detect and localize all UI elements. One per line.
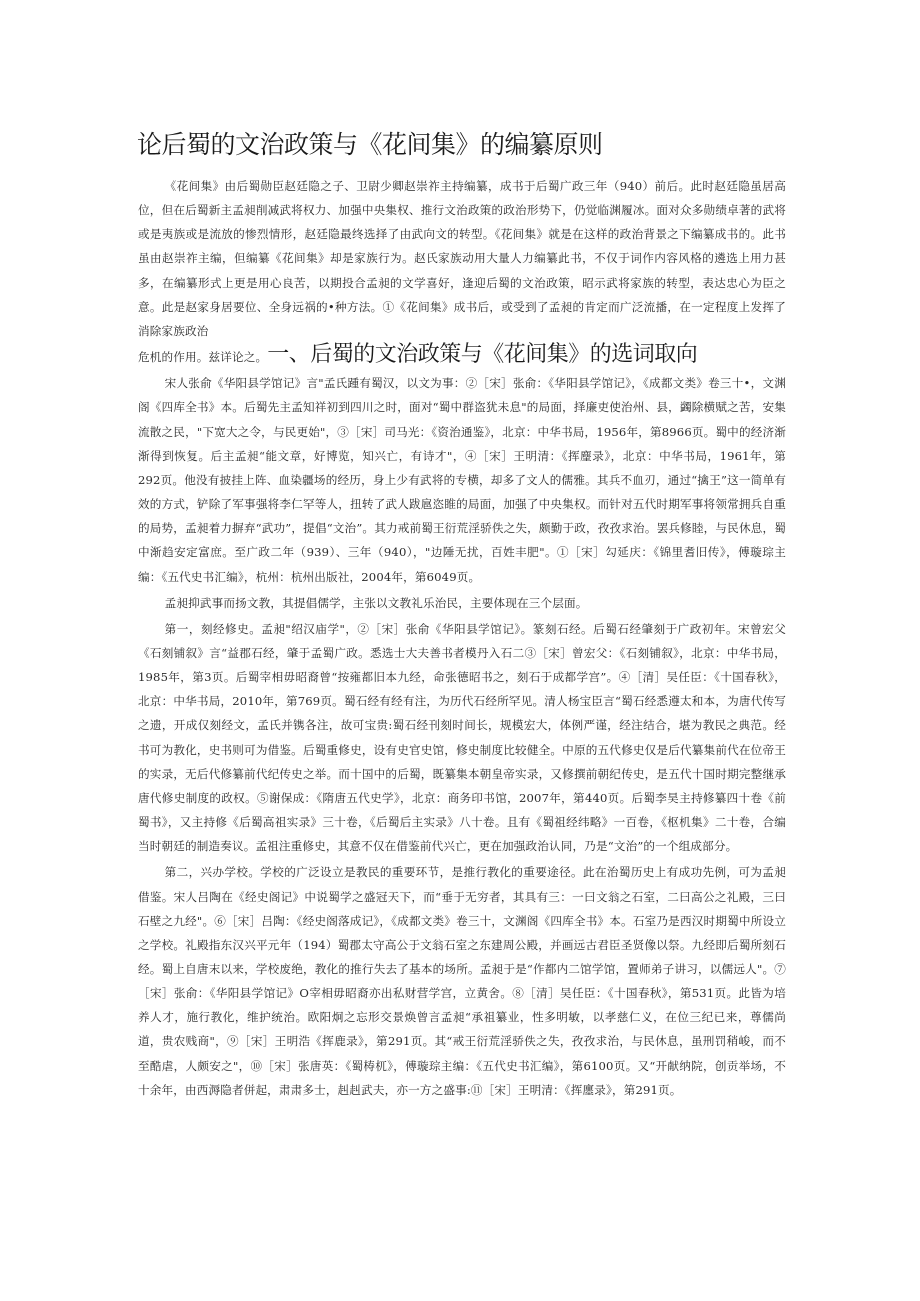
document-body [138, 174, 786, 1102]
document-title: 论后蜀的文治政策与《花间集》的编纂原则 [137, 130, 603, 159]
intro-text: 《花间集》由后蜀勋臣赵廷隐之子、卫尉少卿赵崇祚主持编纂，成书于后蜀广政三年（940）前后。此时赵廷隐虽居高位，但在后蜀新主孟昶削减武将权力、加强中央集权、推行文治政策的政治形势下，仍觉临渊履冰。面对众多勋绩卓著的武将或是夷族或是流放的惨烈情形，赵廷隐最终选择了由武向文的转型。《花间集》就是在这样的政治背景之下编纂成书的。此书虽由赵崇祚主编，但编纂《花间集》却是家族行为。赵氏家族动用大量人力编纂此书，不仅于词作内容风格的遴选上用力甚多，在编纂形式上更是用心良苦，以期投合孟昶的文学喜好，逢迎后蜀的文治政策，昭示武将家族的转型，表达忠心为臣之意。此是赵家身居要位、全身远祸的•种方法。①《花间集》成书后，或受到了孟昶的肯定而广泛流播，在一定程度上发挥了消除家族政治 [138, 179, 786, 338]
body-paragraph-2: 孟昶抑武事而扬文教，其提倡儒学，主张以文教礼乐治民，主要体现在三个层面。 [164, 595, 588, 610]
intro-paragraph [138, 174, 786, 369]
body-paragraph-1: 宋人张俞《华阳县学馆记》言"孟氏踵有蜀汉，以文为事：②［宋］张俞：《华阳县学馆记》，《成都文类》卷三十•，文渊阁《四库全书》本。后蜀先主孟知祥初到四川之时，面对“蜀中群盗犹未息"的局面，择廉吏使治州、县，蠲除横赋之苦，安集流散之民，"下宽大之令，与民更始"，③［宋］司马光：《资治通鉴》，北京：中华书局，1956年，第8966页。蜀中的经济渐渐得到恢复。后主孟昶“能文章，好博览，知兴亡，有诗才"，④［宋］王明清：《挥麈录》，北京：中华书局，1961年，第292页。他没有披挂上阵、血染疆场的经历，身上少有武将的专横，却多了文人的儒雅。其兵不血刃，通过“擒王”这一简单有效的方式，铲除了军事强将李仁罕等人，扭转了武人跋扈恣睢的局面，加强了中央集权。而针对五代时期军事将领常拥兵自重的局势，孟昶着力摒弃“武功”，提倡“文治”。其力戒前蜀王衍荒淫骄佚之失，颇勤于政，孜孜求治。罢兵修睦，与民休息，蜀中渐趋安定富庶。至广政二年（939）、三年（940），"边陲无扰，百姓丰肥"。①［宋］勾延庆：《锦里耆旧传》，傅璇琮主编：《五代史书汇编》，杭州：杭州出版社，2004年，第6049页。 [138, 376, 786, 584]
section-heading: 一、后蜀的文治政策与《花间集》的选词取向 [267, 342, 698, 368]
intro-text-end: 危机的作用。兹详论之。 [138, 350, 268, 365]
body-paragraph-3: 第一，刻经修史。孟昶"绍汉庙学"，②［宋］张俞《华阳县学馆记》。篆刻石经。后蜀石经肇刻于广政初年。宋曾宏父《石刻铺叙》言“益郡石经，肇于孟蜀广政。悉选士大夫善书者模丹入石二③［宋］曾宏父：《石刻铺叙》，北京：中华书局，1985年，第3页。后蜀宰相毋昭裔曾“按雍都旧本九经，命张德昭书之，刻石于成都学宫”。④［清］吴任臣：《十国春秋》，北京：中华书局，2010年，第769页。蜀石经有经有注，为历代石经所罕见。清人杨宝臣言“蜀石经悉遵太和本，为唐代传写之遗，开成仅刻经文，孟氏并镌各注，故可宝贵:蜀石经刊刻时间长，规模宏大，体例严谨，经注结合，堪为教民之典范。经书可为教化，史书则可为借鉴。后蜀重修史，设有史官史馆，修史制度比较健全。中原的五代修史仅是后代纂集前代在位帝王的实录，无后代修纂前代纪传史之举。而十国中的后蜀，既纂集本朝皇帝实录，又修撰前朝纪传史，是五代十国时期完整继承唐代修史制度的政权。⑤谢保成：《隋唐五代史学》，北京：商务印书馆，2007年，第440页。后蜀李昊主持修纂四十卷《前蜀书》，又主持修《后蜀高祖实录》三十卷，《后蜀后主实录》八十卷。且有《蜀祖经纬略》一百卷，《枢机集》二十卷，合编当时朝廷的制造奏议。孟祖注重修史，其意不仅在借鉴前代兴亡，更在加强政治认同，乃是“文治”的一个组成部分。 [138, 621, 786, 854]
body-paragraph-4: 第二，兴办学校。学校的广泛设立是教民的重要环节，是推行教化的重要途径。此在治蜀历史上有成功先例，可为孟昶借鉴。宋人吕陶在《经史阁记》中说蜀学之盛冠天下，而“垂于无穷者，其具有三：一曰文翁之石室，二曰高公之礼殿，三曰石壁之九经"。⑥［宋］吕陶：《经史阁落成记》，《成都文类》卷三十，文渊阁《四库全书》本。石室乃是西汉时期蜀中所设立之学校。礼殿指东汉兴平元年（194）蜀郡太守高公于文翁石室之东建周公殿，并画远古君臣圣贤像以祭。九经即后蜀所刻石经。蜀上自唐末以来，学校废绝，教化的推行失去了基本的场所。孟昶于是“作都内二馆学馆，置师弟子讲习，以儒远人"。⑦［宋］张俞：《华阳县学馆记》O宰相毋昭裔亦出私财营学宫，立黄舍。⑧［清］吴任臣：《十国春秋》，第531页。此皆为培养人才，施行教化，维护统治。欧阳炯之忘形交景焕曾言孟昶“承祖纂业，性多明敏，以孝慈仁义，在位三纪已来，尊儒尚道，贵农贱商"，⑨［宋］王明浩《挥鹿录》，第291页。其“戒王衍荒淫骄佚之失，孜孜求治，与民休息，虽刑罚稍峻，而不至酷虐，人颇安之"，⑩［宋］张唐英：《蜀梼杌》，傅璇琮主编：《五代史书汇编》，第6100页。又“开献纳院，创贡举场，不十余年，由西溽隐者併起，肃肃多士，赳赳武夫，亦一方之盛事:⑪［宋］王明清：《挥廛录》，第291页。 [138, 865, 786, 1097]
